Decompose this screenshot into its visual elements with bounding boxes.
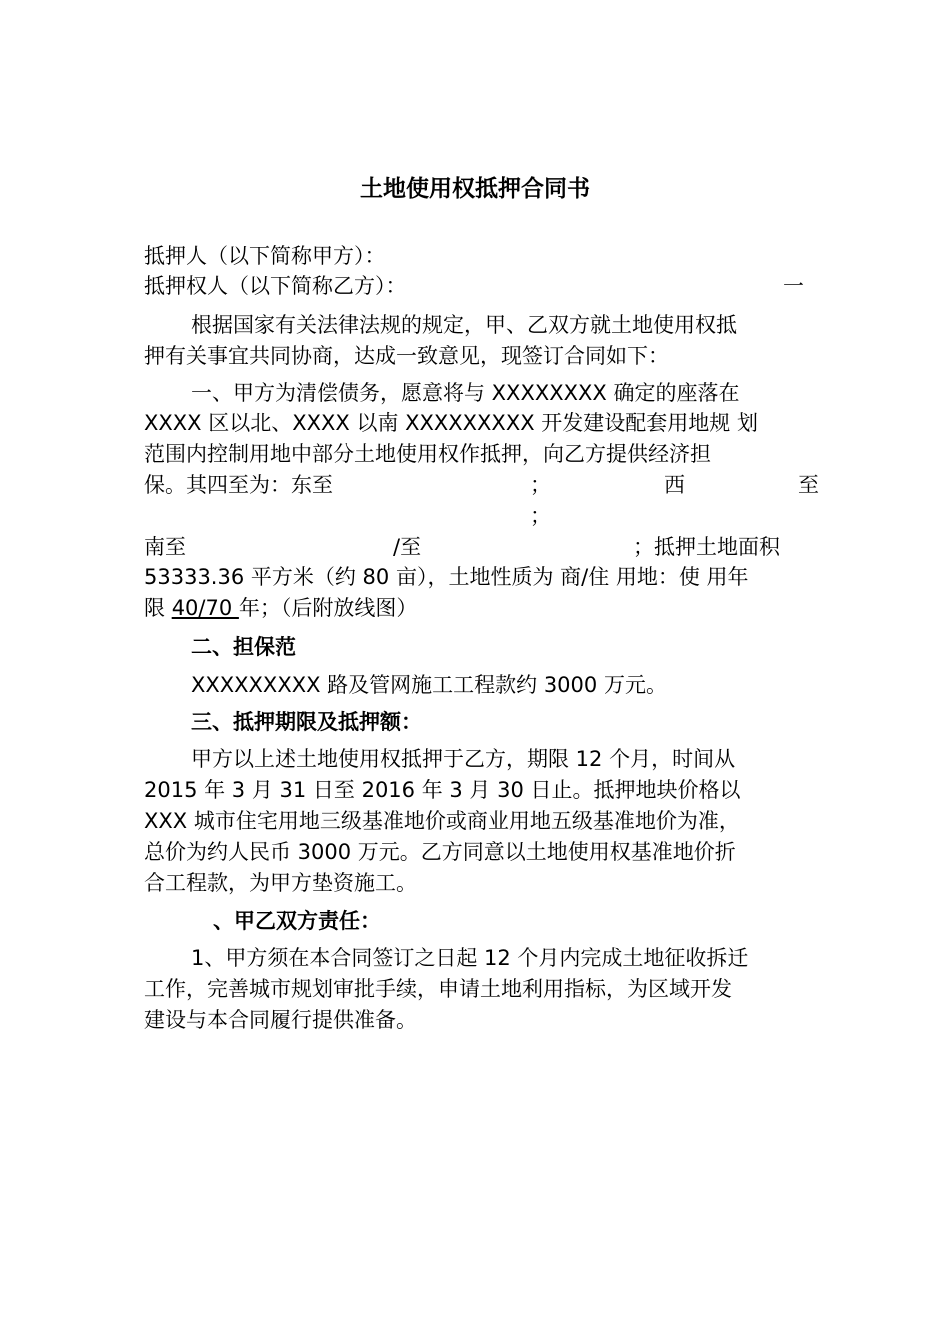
mortgage-area-label: ；抵押土地面积 (633, 535, 780, 559)
section3-line-5: 合工程款，为甲方垫资施工。 (144, 871, 417, 895)
section4-line-3: 建设与本合同履行提供准备。 (144, 1008, 417, 1032)
term-suffix: 年；（后附放线图） (238, 596, 418, 620)
party-b-dash: 一 (783, 274, 804, 298)
section1-line-3: 范围内控制用地中部分土地使用权作抵押，向乙方提供经济担 (144, 442, 711, 466)
section3-line-2: 2015 年 3 月 31 日至 2016 年 3 月 30 日止。抵押地块价格以 (144, 778, 741, 802)
party-a-line: 抵押人（以下简称甲方）： (144, 244, 386, 268)
section1-line-2: XXXX 区以北、XXXX 以南 XXXXXXXXX 开发建设配套用地规 划 (144, 411, 758, 435)
section2-text: XXXXXXXXX 路及管网施工工程款约 3000 万元。 (191, 673, 667, 697)
section1-line-7: 53333.36 平方米（约 80 亩），土地性质为 商/住 用地：使 用年 (144, 565, 749, 589)
section3-line-4: 总价为约人民币 3000 万元。乙方同意以土地使用权基准地价折 (144, 840, 736, 864)
section1-line-8 (144, 593, 417, 624)
section4-line-2: 工作，完善城市规划审批手续，申请土地利用指标，为区域开发 (144, 977, 732, 1001)
section3-heading: 三、抵押期限及抵押额： (191, 710, 422, 734)
section2-heading: 二、担保范 (191, 635, 296, 659)
boundary-north-label: /至 (393, 535, 422, 559)
party-b-line: 抵押权人（以下简称乙方）： (144, 274, 407, 298)
document-title: 土地使用权抵押合同书 (360, 176, 590, 202)
section1-line-4: 保。其四至为：东至 (144, 473, 333, 497)
term-prefix: 限 (144, 596, 172, 620)
section4-line-1: 1、甲方须在本合同签订之日起 12 个月内完成土地征收拆迁 (191, 946, 749, 970)
boundary-west-semicolon: ； (530, 504, 551, 528)
boundary-west-label: 西 (664, 473, 685, 497)
section4-heading: 、甲乙双方责任： (213, 909, 381, 933)
boundary-east-semicolon: ； (530, 473, 551, 497)
section1-line-1: 一、甲方为清偿债务，愿意将与 XXXXXXXX 确定的座落在 (191, 381, 740, 405)
section3-line-3: XXX 城市住宅用地三级基准地价或商业用地五级基准地价为准， (144, 809, 740, 833)
intro-line-1: 根据国家有关法律法规的规定，甲、乙双方就土地使用权抵 (191, 313, 737, 337)
boundary-west-to: 至 (798, 473, 819, 497)
term-years: 40/70 (171, 596, 239, 620)
boundary-south-label: 南至 (144, 535, 186, 559)
intro-line-2: 押有关事宜共同协商，达成一致意见，现签订合同如下： (144, 344, 669, 368)
section3-line-1: 甲方以上述土地使用权抵押于乙方，期限 12 个月，时间从 (191, 747, 736, 771)
